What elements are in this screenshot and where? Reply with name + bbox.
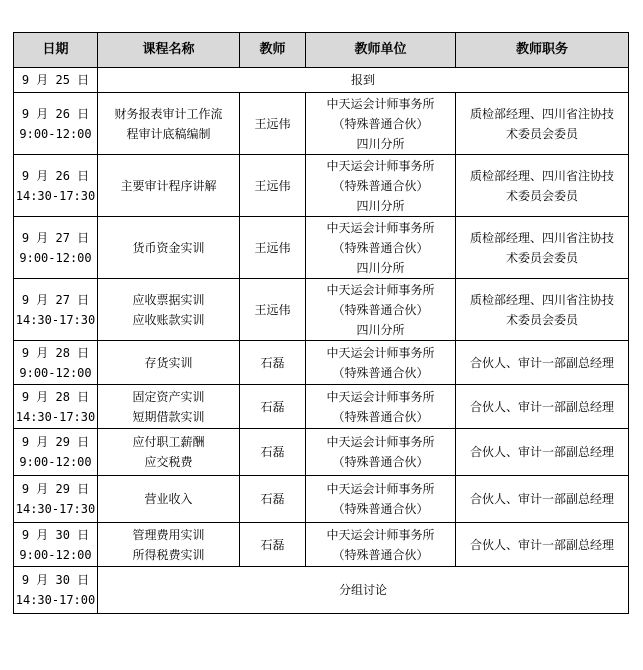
table-row [14, 279, 629, 341]
teacher-unit-cell: 中天运会计师事务所 （特殊普通合伙） [306, 341, 456, 385]
schedule-document [13, 32, 628, 614]
course-schedule-table [13, 32, 629, 614]
table-row [14, 476, 629, 523]
table-row [14, 523, 629, 567]
date-cell: 9 月 29 日 14:30-17:30 [14, 476, 98, 523]
teacher-position-cell: 合伙人、审计一部副总经理 [456, 341, 629, 385]
teacher-position-cell: 质检部经理、四川省注协技 术委员会委员 [456, 279, 629, 341]
teacher-cell: 石磊 [240, 341, 306, 385]
table-row [14, 429, 629, 476]
date-cell: 9 月 28 日 14:30-17:30 [14, 385, 98, 429]
date-cell: 9 月 29 日 9:00-12:00 [14, 429, 98, 476]
course-name-cell: 管理费用实训 所得税费实训 [98, 523, 240, 567]
teacher-cell: 石磊 [240, 476, 306, 523]
date-cell: 9 月 27 日 9:00-12:00 [14, 217, 98, 279]
schedule-body [14, 68, 629, 614]
header-course: 课程名称 [98, 33, 240, 68]
header-teacher: 教师 [240, 33, 306, 68]
teacher-cell: 石磊 [240, 523, 306, 567]
table-row [14, 155, 629, 217]
table-row [14, 341, 629, 385]
course-name-cell: 固定资产实训 短期借款实训 [98, 385, 240, 429]
course-name-cell: 应付职工薪酬 应交税费 [98, 429, 240, 476]
teacher-unit-cell: 中天运会计师事务所 （特殊普通合伙） [306, 385, 456, 429]
date-cell: 9 月 26 日 9:00-12:00 [14, 93, 98, 155]
teacher-position-cell: 合伙人、审计一部副总经理 [456, 429, 629, 476]
date-cell: 9 月 30 日 14:30-17:00 [14, 567, 98, 614]
teacher-unit-cell: 中天运会计师事务所 （特殊普通合伙） [306, 429, 456, 476]
teacher-position-cell: 合伙人、审计一部副总经理 [456, 523, 629, 567]
table-row [14, 217, 629, 279]
header-position: 教师职务 [456, 33, 629, 68]
teacher-position-cell: 质检部经理、四川省注协技 术委员会委员 [456, 155, 629, 217]
table-row [14, 68, 629, 93]
teacher-cell: 石磊 [240, 429, 306, 476]
course-name-cell: 营业收入 [98, 476, 240, 523]
course-name-cell: 应收票据实训 应收账款实训 [98, 279, 240, 341]
teacher-unit-cell: 中天运会计师事务所 （特殊普通合伙） 四川分所 [306, 93, 456, 155]
course-name-cell: 主要审计程序讲解 [98, 155, 240, 217]
header-row [14, 33, 629, 68]
date-cell: 9 月 28 日 9:00-12:00 [14, 341, 98, 385]
teacher-unit-cell: 中天运会计师事务所 （特殊普通合伙） [306, 523, 456, 567]
table-row [14, 385, 629, 429]
teacher-cell: 石磊 [240, 385, 306, 429]
teacher-position-cell: 合伙人、审计一部副总经理 [456, 476, 629, 523]
teacher-position-cell: 合伙人、审计一部副总经理 [456, 385, 629, 429]
teacher-cell: 王远伟 [240, 217, 306, 279]
teacher-cell: 王远伟 [240, 155, 306, 217]
merged-activity-cell: 报到 [98, 68, 629, 93]
teacher-position-cell: 质检部经理、四川省注协技 术委员会委员 [456, 217, 629, 279]
date-cell: 9 月 27 日 14:30-17:30 [14, 279, 98, 341]
date-cell: 9 月 30 日 9:00-12:00 [14, 523, 98, 567]
course-name-cell: 存货实训 [98, 341, 240, 385]
course-name-cell: 财务报表审计工作流 程审计底稿编制 [98, 93, 240, 155]
merged-activity-cell: 分组讨论 [98, 567, 629, 614]
date-cell: 9 月 26 日 14:30-17:30 [14, 155, 98, 217]
header-date: 日期 [14, 33, 98, 68]
teacher-cell: 王远伟 [240, 279, 306, 341]
header-unit: 教师单位 [306, 33, 456, 68]
teacher-unit-cell: 中天运会计师事务所 （特殊普通合伙） [306, 476, 456, 523]
teacher-unit-cell: 中天运会计师事务所 （特殊普通合伙） 四川分所 [306, 217, 456, 279]
teacher-position-cell: 质检部经理、四川省注协技 术委员会委员 [456, 93, 629, 155]
date-cell: 9 月 25 日 [14, 68, 98, 93]
teacher-unit-cell: 中天运会计师事务所 （特殊普通合伙） 四川分所 [306, 279, 456, 341]
table-row [14, 567, 629, 614]
teacher-cell: 王远伟 [240, 93, 306, 155]
course-name-cell: 货币资金实训 [98, 217, 240, 279]
teacher-unit-cell: 中天运会计师事务所 （特殊普通合伙） 四川分所 [306, 155, 456, 217]
table-row [14, 93, 629, 155]
